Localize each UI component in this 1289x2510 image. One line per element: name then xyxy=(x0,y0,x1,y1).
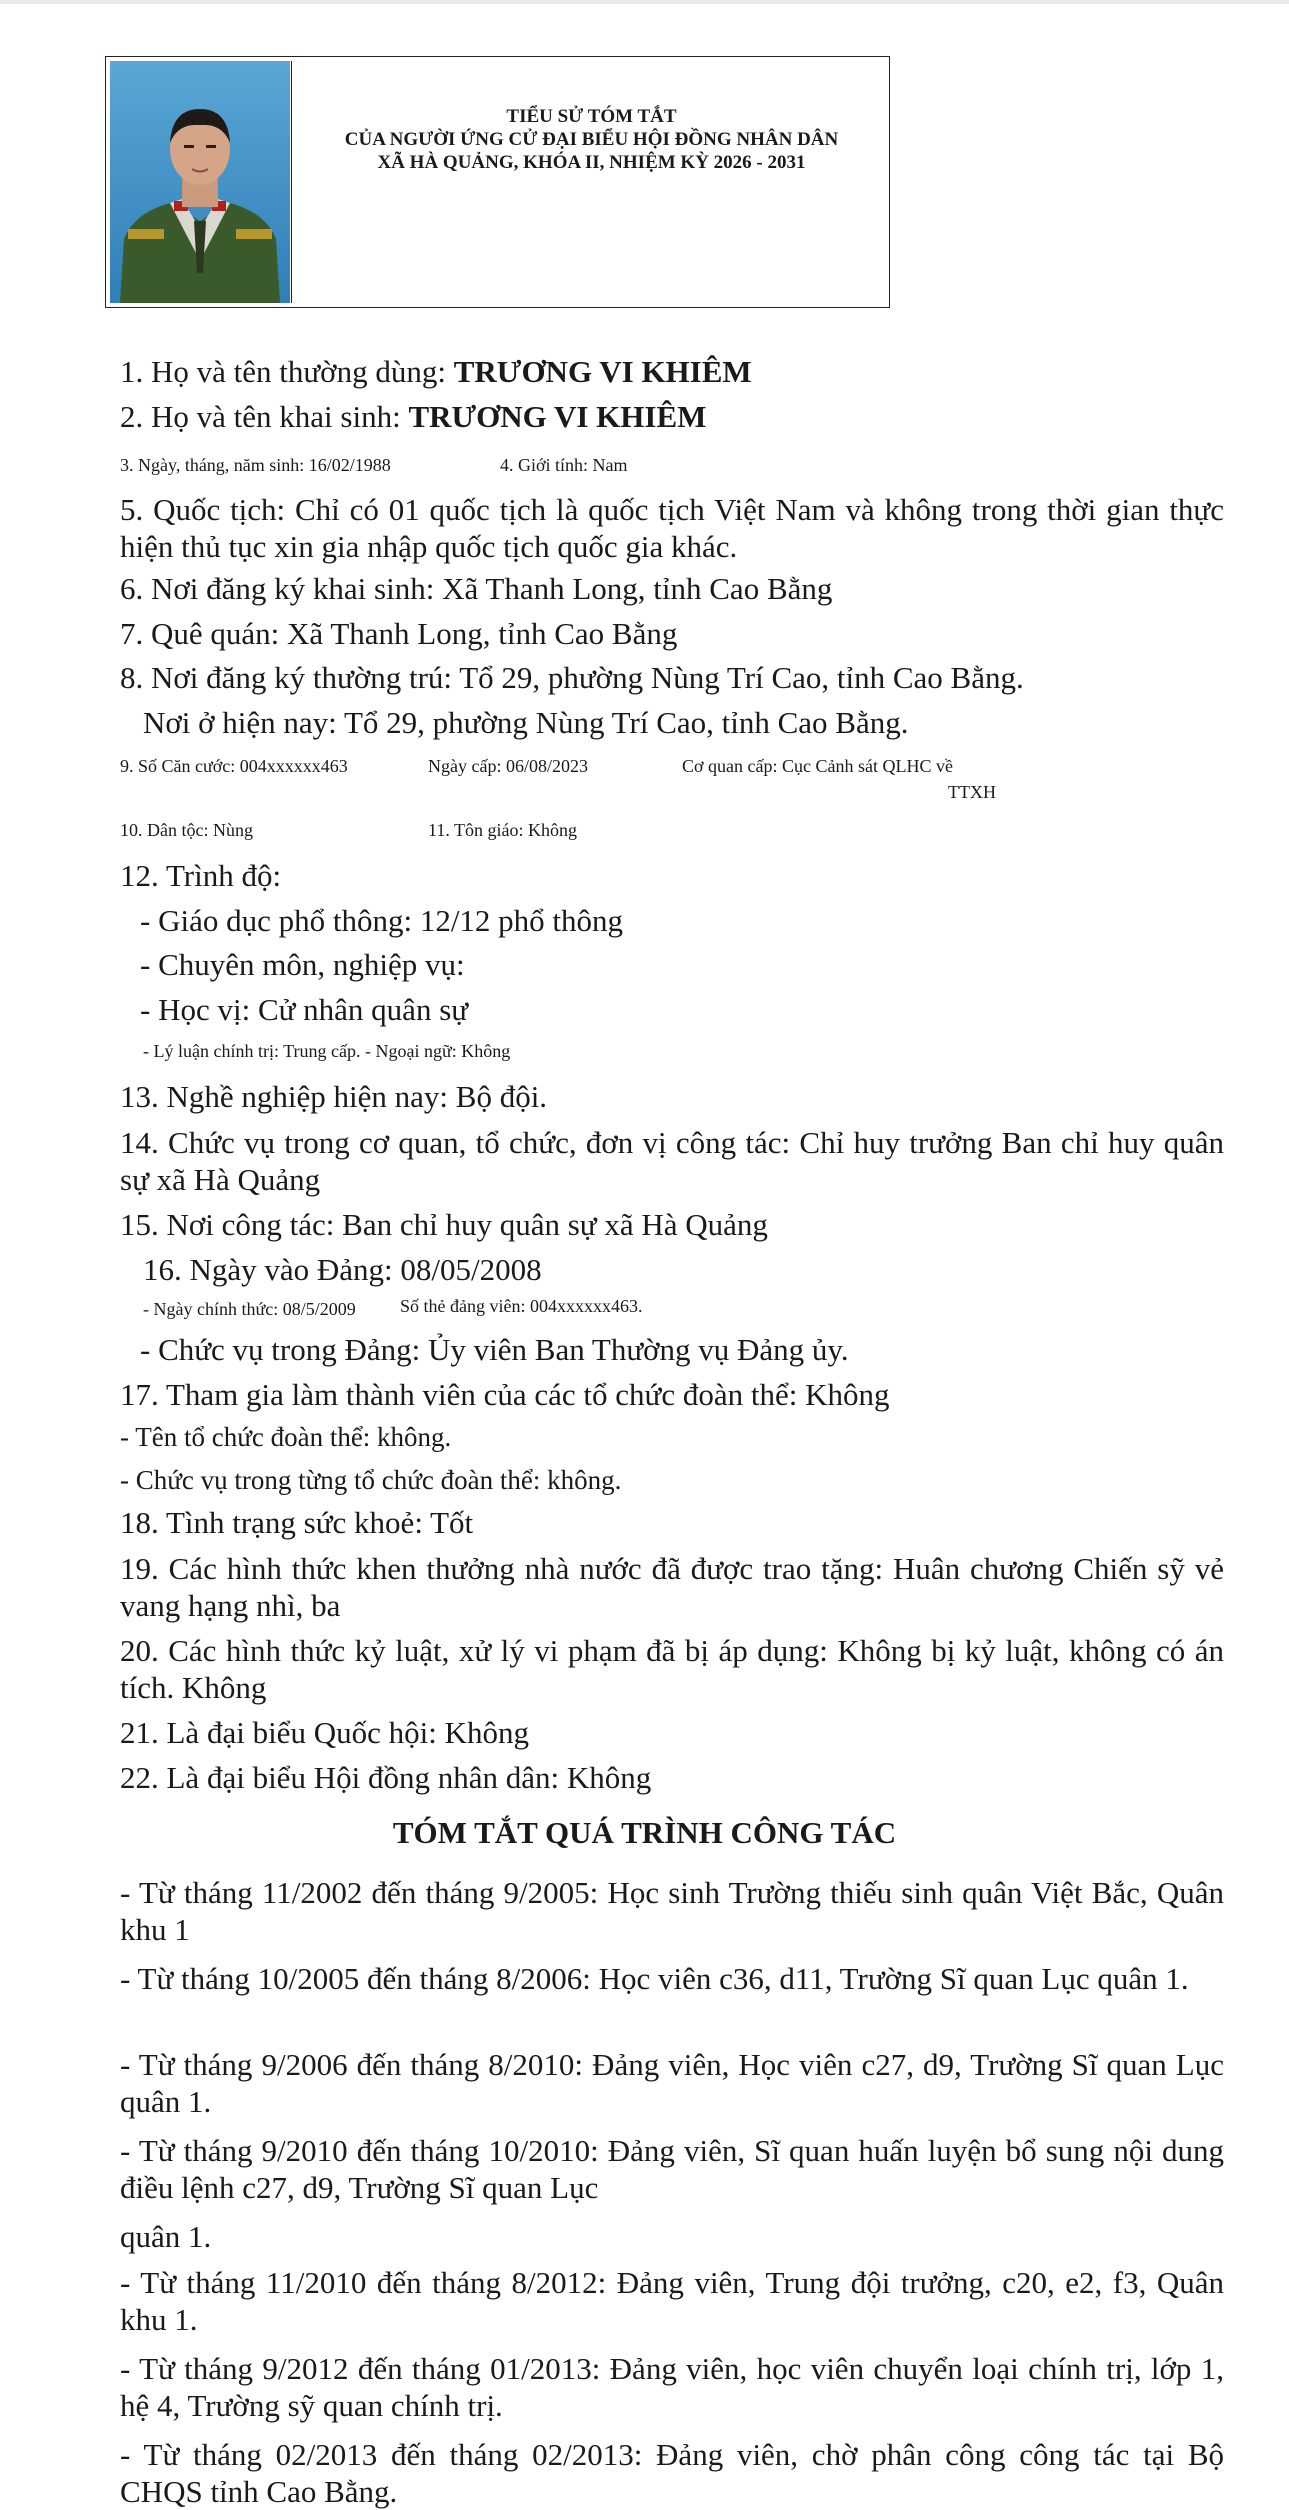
field-id-issue-date: Ngày cấp: 06/08/2023 xyxy=(428,756,588,776)
work-entry: - Từ tháng 9/2010 đến tháng 10/2010: Đảng viên, Sĩ quan huấn luyện bổ sung nội dung điều lệnh c27, d9, Trường Sĩ quan Lục xyxy=(120,2133,1224,2205)
field-health: 18. Tình trạng sức khoẻ: Tốt xyxy=(120,1505,474,1540)
field-awards: 19. Các hình thức khen thưởng nhà nước đã được trao tặng: Huân chương Chiến sỹ vẻ vang hạng nhì, ba xyxy=(120,1551,1224,1623)
field-label: 1. Họ và tên thường dùng: xyxy=(120,354,454,389)
work-entry: - Từ tháng 11/2002 đến tháng 9/2005: Học sinh Trường thiếu sinh quân Việt Bắc, Quân khu 1 xyxy=(120,1875,1224,1947)
title-line-3: XÃ HÀ QUẢNG, KHÓA II, NHIỆM KỲ 2026 - 2031 xyxy=(377,152,806,173)
work-entry-cont: quân 1. xyxy=(120,2219,212,2254)
field-party-card: Số thẻ đảng viên: 004xxxxxx463. xyxy=(400,1296,643,1316)
field-party-join-date: 16. Ngày vào Đảng: 08/05/2008 xyxy=(143,1252,542,1287)
field-degree: - Học vị: Cử nhân quân sự xyxy=(140,992,469,1027)
work-entry: - Từ tháng 02/2013 đến tháng 02/2013: Đảng viên, chờ phân công công tác tại Bộ CHQS tỉnh Cao Bằng. xyxy=(120,2437,1224,2509)
field-id-issuer-cont: TTXH xyxy=(948,782,996,802)
field-organization-name: - Tên tổ chức đoàn thể: không. xyxy=(120,1422,452,1452)
field-specialization: - Chuyên môn, nghiệp vụ: xyxy=(140,947,465,982)
field-discipline: 20. Các hình thức kỷ luật, xử lý vi phạm đã bị áp dụng: Không bị kỷ luật, không có án tích. Không xyxy=(120,1633,1224,1705)
title-line-1: TIỂU SỬ TÓM TẮT xyxy=(506,106,677,127)
field-organization-role: - Chức vụ trong từng tổ chức đoàn thể: không. xyxy=(120,1465,622,1495)
field-hometown: 7. Quê quán: Xã Thanh Long, tỉnh Cao Bằng xyxy=(120,616,678,651)
field-general-education: - Giáo dục phổ thông: 12/12 phổ thông xyxy=(140,903,624,938)
field-current-residence: Nơi ở hiện nay: Tổ 29, phường Nùng Trí Cao, tỉnh Cao Bằng. xyxy=(143,705,909,740)
field-birth-name xyxy=(120,399,706,435)
title-line-2: CỦA NGƯỜI ỨNG CỬ ĐẠI BIỂU HỘI ĐỒNG NHÂN DÂN xyxy=(344,129,839,150)
field-peoples-council: 22. Là đại biểu Hội đồng nhân dân: Không xyxy=(120,1760,652,1795)
field-gender: 4. Giới tính: Nam xyxy=(500,455,628,475)
field-id-issuer: Cơ quan cấp: Cục Cảnh sát QLHC về xyxy=(682,756,953,776)
top-border xyxy=(0,0,1289,4)
field-political-theory: - Lý luận chính trị: Trung cấp. - Ngoại ngữ: Không xyxy=(143,1041,511,1061)
field-label: 2. Họ và tên khai sinh: xyxy=(120,399,409,434)
field-permanent-residence: 8. Nơi đăng ký thường trú: Tổ 29, phường Nùng Trí Cao, tỉnh Cao Bằng. xyxy=(120,660,1024,695)
field-party-position: - Chức vụ trong Đảng: Ủy viên Ban Thường vụ Đảng ủy. xyxy=(140,1332,849,1367)
field-qualifications: 12. Trình độ: xyxy=(120,858,282,893)
work-entry: - Từ tháng 10/2005 đến tháng 8/2006: Học viên c36, d11, Trường Sĩ quan Lục quân 1. xyxy=(120,1961,1189,1996)
field-birth-registration: 6. Nơi đăng ký khai sinh: Xã Thanh Long, tỉnh Cao Bằng xyxy=(120,571,833,606)
field-religion: 11. Tôn giáo: Không xyxy=(428,820,577,840)
field-occupation: 13. Nghề nghiệp hiện nay: Bộ đội. xyxy=(120,1079,548,1114)
work-entry: - Từ tháng 9/2012 đến tháng 01/2013: Đảng viên, học viên chuyển loại chính trị, lớp 1, hệ 4, Trường sỹ quan chính trị. xyxy=(120,2351,1224,2423)
field-workplace: 15. Nơi công tác: Ban chỉ huy quân sự xã Hà Quảng xyxy=(120,1207,768,1242)
field-value: TRƯƠNG VI KHIÊM xyxy=(408,399,707,434)
field-national-assembly: 21. Là đại biểu Quốc hội: Không xyxy=(120,1715,529,1750)
document-title xyxy=(294,105,889,174)
field-party-official-date: - Ngày chính thức: 08/5/2009 xyxy=(143,1299,356,1319)
field-birth-date: 3. Ngày, tháng, năm sinh: 16/02/1988 xyxy=(120,455,391,475)
field-nationality: 5. Quốc tịch: Chỉ có 01 quốc tịch là quốc tịch Việt Nam và không trong thời gian thực hiện thủ tục xin gia nhập quốc tịch quốc gia khác. xyxy=(120,492,1224,564)
field-value: TRƯƠNG VI KHIÊM xyxy=(453,354,752,389)
header-box xyxy=(105,56,890,308)
field-organizations: 17. Tham gia làm thành viên của các tổ chức đoàn thể: Không xyxy=(120,1377,890,1412)
field-position: 14. Chức vụ trong cơ quan, tổ chức, đơn vị công tác: Chỉ huy trưởng Ban chỉ huy quân sự xã Hà Quảng xyxy=(120,1125,1224,1197)
work-history-title: TÓM TẮT QUÁ TRÌNH CÔNG TÁC xyxy=(392,1815,897,1850)
field-common-name xyxy=(120,354,752,390)
work-entry: - Từ tháng 9/2006 đến tháng 8/2010: Đảng viên, Học viên c27, d9, Trường Sĩ quan Lục quân 1. xyxy=(120,2047,1224,2119)
field-id-number: 9. Số Căn cước: 004xxxxxx463 xyxy=(120,756,348,776)
portrait-photo xyxy=(110,61,292,303)
work-entry: - Từ tháng 11/2010 đến tháng 8/2012: Đảng viên, Trung đội trưởng, c20, e2, f3, Quân khu 1. xyxy=(120,2265,1224,2337)
field-ethnicity: 10. Dân tộc: Nùng xyxy=(120,820,253,840)
